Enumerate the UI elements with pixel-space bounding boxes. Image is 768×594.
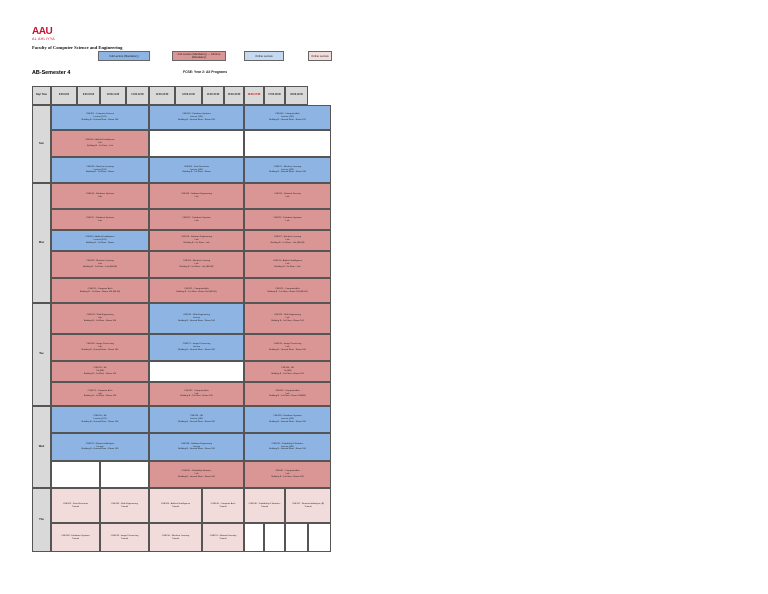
class-course: CSE130 - SE: [280, 367, 294, 370]
class-type: Lab: [98, 346, 102, 349]
class-slot: [202, 523, 244, 552]
class-course: CSE141 - Computer Arch: [275, 470, 300, 473]
class-location: Building B - 1st Floor - Lab (B6-08): [270, 241, 305, 244]
class-location: Building B - Ground Floor - Room 106: [81, 420, 119, 423]
class-slot: [202, 488, 244, 523]
class-course: CSE120 - Computer Arch: [87, 287, 113, 290]
class-slot: [51, 406, 149, 433]
class-slot: [149, 461, 244, 488]
class-location: Building B - 1st Floor - Room: [85, 171, 115, 174]
class-type: Lab: [285, 239, 290, 242]
class-course: CSE140 - Probability Statistics: [181, 470, 212, 473]
class-slot: [244, 157, 331, 183]
class-type: Lecture (101): [93, 239, 107, 242]
class-course: CSE126 - Image Processing: [86, 343, 114, 346]
class-location: Building B - Ground Floor - Room 106: [269, 420, 306, 423]
class-slot: [244, 303, 331, 334]
class-type: Lab: [285, 219, 290, 222]
class-note: Building B - 1st Floor - Room 104 (B6-06): [267, 290, 308, 293]
class-slot: [51, 209, 149, 230]
class-slot: [244, 334, 331, 361]
class-course: CSE150 - Machine Learning: [161, 534, 190, 537]
column-header: 10:00-11:00: [100, 86, 126, 105]
class-type: Lab: [194, 239, 199, 242]
class-location: Building B - Ground Floor - Room 106: [178, 420, 215, 423]
class-slot: [149, 334, 244, 361]
class-slot: [51, 382, 149, 406]
class-slot: [149, 230, 244, 251]
class-type: Lab: [194, 263, 199, 266]
class-course: CSE102 - Database Systems: [182, 113, 211, 116]
class-slot: [51, 230, 149, 251]
class-slot: [244, 278, 331, 303]
class-type: Lab: [194, 473, 199, 476]
empty-slot: [264, 523, 285, 552]
class-slot: [51, 157, 149, 183]
class-slot: [51, 105, 149, 130]
class-type: Tut (B6): [96, 370, 104, 373]
empty-slot: [149, 361, 244, 382]
class-course: CSE113 - Database Systems: [273, 216, 302, 219]
class-note: Tutorial: [304, 505, 312, 508]
class-course: CSE135 - SE: [189, 415, 203, 418]
day-label: Tue: [32, 303, 51, 406]
class-course: CSE151 - Network Security: [209, 534, 237, 537]
class-course: CSE114 - Artificial Intelligence: [85, 236, 115, 239]
class-slot: [244, 209, 331, 230]
class-slot: [244, 361, 331, 382]
column-header: Day/ Time: [32, 86, 51, 105]
class-type: Lab: [194, 392, 199, 395]
university-logo: [32, 27, 72, 41]
legend-item-4: Online Lecture: [308, 51, 332, 61]
class-note: Building B - 1st Floor - Room 104 (B6-06): [176, 290, 217, 293]
class-type: Lecture (101): [189, 418, 203, 421]
class-note: Tutorial: [219, 537, 227, 540]
class-course: CSE138 - Software Engineering: [180, 442, 212, 445]
class-course: CSE132 - Computer Arch: [184, 389, 209, 392]
class-location: Building B - Ground Floor - Room 106: [178, 348, 215, 351]
class-slot: [149, 209, 244, 230]
class-course: CSE149 - Image Processing: [110, 534, 139, 537]
column-header: 17:00-18:00: [264, 86, 285, 105]
class-slot: [149, 406, 244, 433]
class-course: CSE144 - Artificial Intelligence: [160, 502, 191, 505]
class-slot: [100, 523, 149, 552]
class-slot: [244, 230, 331, 251]
day-label: Mon: [32, 183, 51, 303]
class-course: CSE107 - Machine Learning: [273, 165, 302, 168]
class-course: CSE104 - Artificial Intelligence: [85, 139, 115, 142]
class-course: CSE142 - Data Structures: [62, 502, 89, 505]
class-course: CSE145 - Computer Arch: [210, 502, 236, 505]
class-note: Tutorial: [171, 537, 180, 540]
class-location: Building B - 1st Floor - Room 104: [83, 372, 117, 375]
class-course: CSE146 - Probability & Statistics: [248, 502, 281, 505]
class-course: CSE117 - Machine Learning: [273, 236, 302, 239]
class-type: Lab: [98, 219, 102, 222]
class-type: Lab: [285, 317, 290, 320]
class-slot: [149, 303, 244, 334]
class-location: Building B - Ground Floor - Room 106: [269, 448, 306, 451]
day-label: Sun: [32, 105, 51, 183]
class-course: CSE121 - Computer Arch: [184, 287, 209, 290]
class-slot: [149, 278, 244, 303]
class-location: Building B - Ground Floor - Room 106: [81, 448, 119, 451]
class-location: Building B - 1st Floor - Lab: [87, 144, 113, 147]
class-slot: [51, 523, 100, 552]
class-course: CSE122 - Computer Arch: [275, 287, 300, 290]
class-slot: [285, 488, 331, 523]
empty-slot: [308, 523, 331, 552]
class-course: CSE133 - Computer Arch: [275, 389, 300, 392]
legend-item-1: Full Lecture (Mandatory): [98, 51, 150, 61]
class-slot: [244, 461, 331, 488]
class-slot: [51, 278, 149, 303]
class-type: Lecture (101): [93, 168, 107, 171]
class-course: CSE118 - Machine Learning: [86, 260, 114, 263]
class-course: CSE112 - Database Systems: [182, 216, 211, 219]
class-course: CSE143 - Web Engineering: [111, 502, 138, 505]
column-header: 11:00-12:00: [126, 86, 149, 105]
class-type: Lab: [285, 346, 290, 349]
class-location: Building B - Ground Floor - Room 106: [178, 448, 215, 451]
class-note: Tutorial: [71, 537, 80, 540]
legend-item-3: Online Lecture: [244, 51, 284, 61]
logo-mark: AAU: [32, 26, 53, 37]
empty-slot: [244, 130, 331, 157]
column-header: 13:00-14:00: [175, 86, 202, 105]
empty-slot: [285, 523, 308, 552]
class-location: Building B - 1st Floor - Lab: [274, 265, 301, 268]
class-type: Lab: [194, 196, 199, 198]
class-slot: [244, 251, 331, 278]
class-course: CSE137 - Numerical Analysis: [85, 442, 115, 445]
class-slot: [51, 488, 100, 523]
class-location: Building B - Ground Floor - Room 106: [81, 118, 119, 121]
class-type: Lab: [98, 392, 102, 395]
class-slot: [244, 183, 331, 209]
class-course: CSE116 - Software Engineering: [181, 236, 212, 239]
class-slot: [149, 157, 244, 183]
empty-slot: [149, 130, 244, 157]
class-type: Tut (B6): [283, 370, 292, 373]
class-course: CSE136 - Database Systems: [273, 415, 302, 418]
class-slot: [51, 433, 149, 461]
day-label: Thu: [32, 488, 51, 552]
class-type: Lecture: [192, 346, 201, 349]
class-course: CSE127 - Image Processing: [182, 343, 211, 346]
class-type: Lab: [194, 219, 199, 222]
class-note: Tutorial: [171, 505, 180, 508]
class-location: Building B - Ground Floor - Room 106: [178, 475, 215, 478]
class-course: CSE106 - Data Structures: [183, 165, 210, 168]
class-slot: [51, 303, 149, 334]
class-note: Tutorial: [120, 537, 129, 540]
class-course: CSE129 - SE: [93, 367, 107, 370]
class-slot: [244, 433, 331, 461]
day-label: Wed: [32, 406, 51, 488]
class-course: CSE147 - Numerical Analysis (B): [291, 502, 325, 505]
class-slot: [149, 433, 244, 461]
faculty-title: Faculty of Computer Science and Engineering: [32, 45, 123, 50]
class-location: Building B - Ground Floor - Room 106: [81, 348, 119, 351]
class-location: Building B - 1st Floor - Room 106: [271, 475, 304, 478]
class-note: Tutorial: [120, 505, 129, 508]
class-slot: [149, 183, 244, 209]
class-slot: [51, 251, 149, 278]
class-course: CSE128 - Image Processing: [273, 343, 302, 346]
class-location: Building B - 1st Floor - Room 104: [271, 319, 304, 322]
class-slot: [149, 523, 202, 552]
class-location: Building B - 1st Floor - Room 104: [83, 319, 117, 322]
class-course: CSE148 - Database Systems: [61, 534, 90, 537]
class-type: Lecture (101): [280, 445, 294, 448]
class-location: Building B - Ground Floor - Room 102: [269, 118, 306, 121]
class-note: Building B - 1st Floor - Room 104 (B6-06): [79, 290, 121, 293]
class-location: Building B - 1st Floor - Room 106(B6): [269, 395, 306, 398]
class-course: CSE110 - Network Security: [274, 193, 301, 196]
program-title: FCSE: Year 2: All Programs: [183, 70, 228, 74]
class-type: Lecture: [192, 445, 201, 448]
class-course: CSE101 - Computer Science: [85, 113, 115, 116]
class-course: CSE124 - Web Engineering: [183, 314, 210, 317]
column-header: 9:00-10:00: [77, 86, 100, 105]
class-type: Lecture (101): [93, 418, 107, 421]
class-slot: [244, 382, 331, 406]
class-course: CSE111 - Database Systems: [85, 216, 115, 219]
semester-title: AB-Semester 4: [32, 70, 71, 76]
empty-slot: [51, 461, 100, 488]
class-slot: [244, 488, 285, 523]
legend-item-2: Full Lecture (Mandatory) — full time (Mandatory): [172, 51, 226, 61]
class-course: CSE134 - SE: [93, 415, 107, 418]
class-type: Lab: [98, 317, 102, 320]
class-location: Building B - Ground Floor - Room 106: [178, 319, 215, 322]
class-location: Building B - 1st Floor - Room 104: [271, 372, 304, 375]
class-course: CSE105 - Machine Learning: [86, 165, 114, 168]
class-type: Lab: [285, 473, 290, 476]
class-location: Building B - Ground Floor - Room 108: [178, 118, 215, 121]
schedule-grid: [32, 86, 331, 552]
class-slot: [149, 105, 244, 130]
class-course: CSE123 - Web Engineering: [86, 314, 114, 317]
class-slot: [51, 334, 149, 361]
class-location: Building B - Ground Floor - Room 106: [269, 348, 306, 351]
class-type: Lecture (101): [189, 116, 203, 119]
class-type: Lecture (101): [93, 116, 107, 119]
column-header: 8:00-9:00: [51, 86, 77, 105]
class-slot: [244, 406, 331, 433]
class-type: Lecture: [96, 445, 104, 448]
class-type: Lab: [98, 142, 102, 145]
column-header: 12:00-13:00: [149, 86, 175, 105]
class-slot: [149, 251, 244, 278]
class-type: Lab: [285, 392, 290, 395]
class-note: Tutorial: [219, 505, 227, 508]
class-slot: [51, 130, 149, 157]
column-header: 18:00-19:00: [285, 86, 308, 105]
class-location: Building B - 1st Floor - Room: [85, 241, 115, 244]
class-location: Building B - 1st Floor - Lab (B6-08): [83, 265, 117, 268]
class-slot: [51, 183, 149, 209]
empty-slot: [244, 523, 264, 552]
column-header: 15:00-16:00: [224, 86, 244, 105]
class-course: CSE109 - Software Engineering: [180, 193, 212, 196]
column-header: 16:00-17:00: [244, 86, 264, 105]
class-note: Tutorial: [71, 505, 80, 508]
class-note: Tutorial: [260, 505, 269, 508]
class-location: Building B - 1st Floor - Room 106: [83, 395, 117, 398]
empty-slot: [100, 461, 149, 488]
class-course: CSE131 - Computer Arch: [87, 389, 113, 392]
class-type: Lecture (101): [280, 168, 294, 171]
class-type: Lecture (101): [189, 168, 203, 171]
class-type: Lab: [98, 263, 102, 266]
class-slot: [244, 105, 331, 130]
class-location: Building B - 1st Floor - Lab (B6-08): [179, 265, 214, 268]
class-course: CSE103 - Computer Arch: [275, 113, 300, 116]
class-course: CSE119 - Machine Learning: [182, 260, 211, 263]
class-location: Building B - 1st Floor - Room: [182, 171, 211, 174]
class-type: Lecture (101): [280, 116, 294, 119]
class-slot: [149, 488, 202, 523]
column-header: 14:00-15:00: [202, 86, 224, 105]
class-type: Lab: [285, 263, 290, 266]
class-location: Building B - 1st Floor - Room 106: [180, 395, 213, 398]
class-course: CSE115 - Artificial Intelligence: [272, 260, 303, 263]
class-type: Lecture (101): [280, 418, 294, 421]
class-type: Lab: [285, 196, 290, 198]
class-location: Building B - 1st Floor - Lab: [183, 241, 210, 244]
class-slot: [149, 382, 244, 406]
class-location: Building B - Ground Floor - Room 108: [269, 171, 306, 174]
class-slot: [100, 488, 149, 523]
class-slot: [51, 361, 149, 382]
class-course: CSE125 - Web Engineering: [274, 314, 301, 317]
class-course: CSE108 - Database Systems: [85, 193, 115, 196]
class-course: CSE139 - Probability & Statistics: [271, 442, 304, 445]
class-type: Lab: [98, 196, 102, 198]
class-type: Lecture: [192, 317, 201, 320]
logo-wordmark: AL AHLIYYA: [32, 37, 55, 41]
